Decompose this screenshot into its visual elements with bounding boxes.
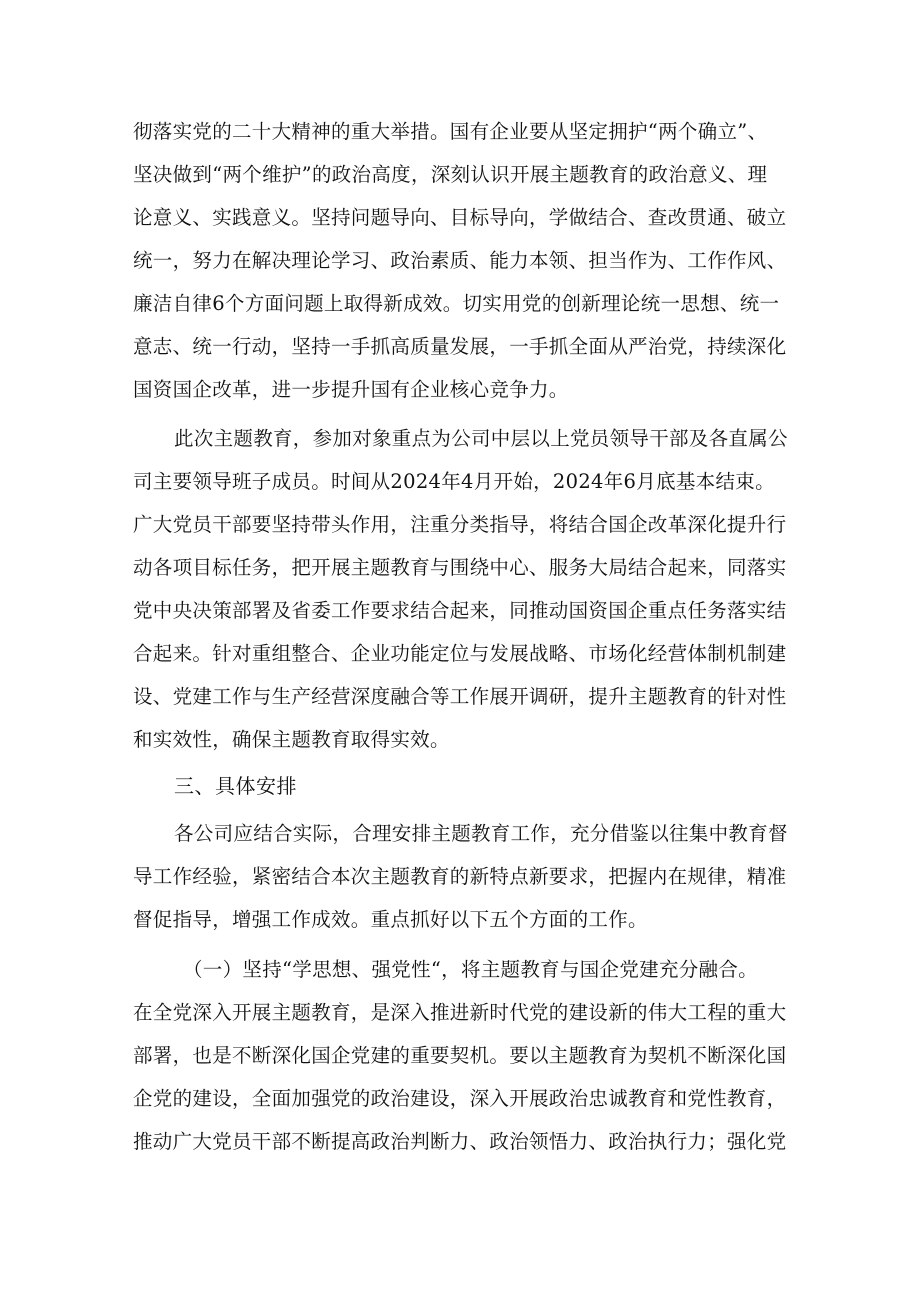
paragraph-2-line-4: 动各项目标任务，把开展主题教育与围绕中心、服务大局结合起来，同落实 xyxy=(133,556,787,579)
paragraph-4-line-2: 在全党深入开展主题教育，是深入推进新时代党的建设新的伟大工程的重大 xyxy=(133,1001,787,1024)
paragraph-4-line-4: 企党的建设，全面加强党的政治建设，深入开展政治忠诚教育和党性教育， xyxy=(133,1087,787,1110)
paragraph-2-line-8: 和实效性，确保主题教育取得实效。 xyxy=(133,728,450,751)
paragraph-2-line-2: 司主要领导班子成员。时间从2024年4月开始，2024年6月底基本结束。 xyxy=(133,470,775,493)
paragraph-3-line-2: 导工作经验，紧密结合本次主题教育的新特点新要求，把握内在规律，精准 xyxy=(133,865,787,888)
paragraph-1-line-5: 廉洁自律6个方面问题上取得新成效。切实用党的创新理论统一思想、统一 xyxy=(133,292,780,315)
paragraph-1-line-4: 统一，努力在解决理论学习、政治素质、能力本领、担当作为、工作作风、 xyxy=(133,249,787,272)
paragraph-2-line-5: 党中央决策部署及省委工作要求结合起来，同推动国资国企重点任务落实结 xyxy=(133,599,787,622)
paragraph-1-line-7: 国资国企改革，进一步提升国有企业核心竞争力。 xyxy=(133,378,569,401)
paragraph-1-line-6: 意志、统一行动，坚持一手抓高质量发展，一手抓全面从严治党，持续深化 xyxy=(133,335,787,358)
paragraph-1-line-3: 论意义、实践意义。坚持问题导向、目标导向，学做结合、查改贯通、破立 xyxy=(133,206,787,229)
paragraph-4-line-1: （一）坚持“学思想、强党性“，将主题教育与国企党建充分融合。 xyxy=(183,958,758,981)
paragraph-2-line-7: 设、党建工作与生产经营深度融合等工作展开调研，提升主题教育的针对性 xyxy=(133,685,787,708)
paragraph-2-line-3: 广大党员干部要坚持带头作用，注重分类指导，将结合国企改革深化提升行 xyxy=(133,513,787,536)
paragraph-1-line-2: 坚决做到“两个维护”的政治高度，深刻认识开展主题教育的政治意义、理 xyxy=(133,163,768,186)
paragraph-3-line-1: 各公司应结合实际，合理安排主题教育工作，充分借鉴以往集中教育督 xyxy=(174,822,788,845)
paragraph-2-line-1: 此次主题教育，参加对象重点为公司中层以上党员领导干部及各直属公 xyxy=(174,427,788,450)
paragraph-3-line-3: 督促指导，增强工作成效。重点抓好以下五个方面的工作。 xyxy=(133,908,648,931)
paragraph-4-line-3: 部署，也是不断深化国企党建的重要契机。要以主题教育为契机不断深化国 xyxy=(133,1044,787,1067)
section-heading: 三、具体安排 xyxy=(174,774,297,798)
paragraph-4-line-5: 推动广大党员干部不断提高政治判断力、政治领悟力、政治执行力；强化党 xyxy=(133,1130,787,1153)
paragraph-2-line-6: 合起来。针对重组整合、企业功能定位与发展战略、市场化经营体制机制建 xyxy=(133,642,787,665)
paragraph-1-line-1: 彻落实党的二十大精神的重大举措。国有企业要从坚定拥护“两个确立”、 xyxy=(133,120,768,143)
